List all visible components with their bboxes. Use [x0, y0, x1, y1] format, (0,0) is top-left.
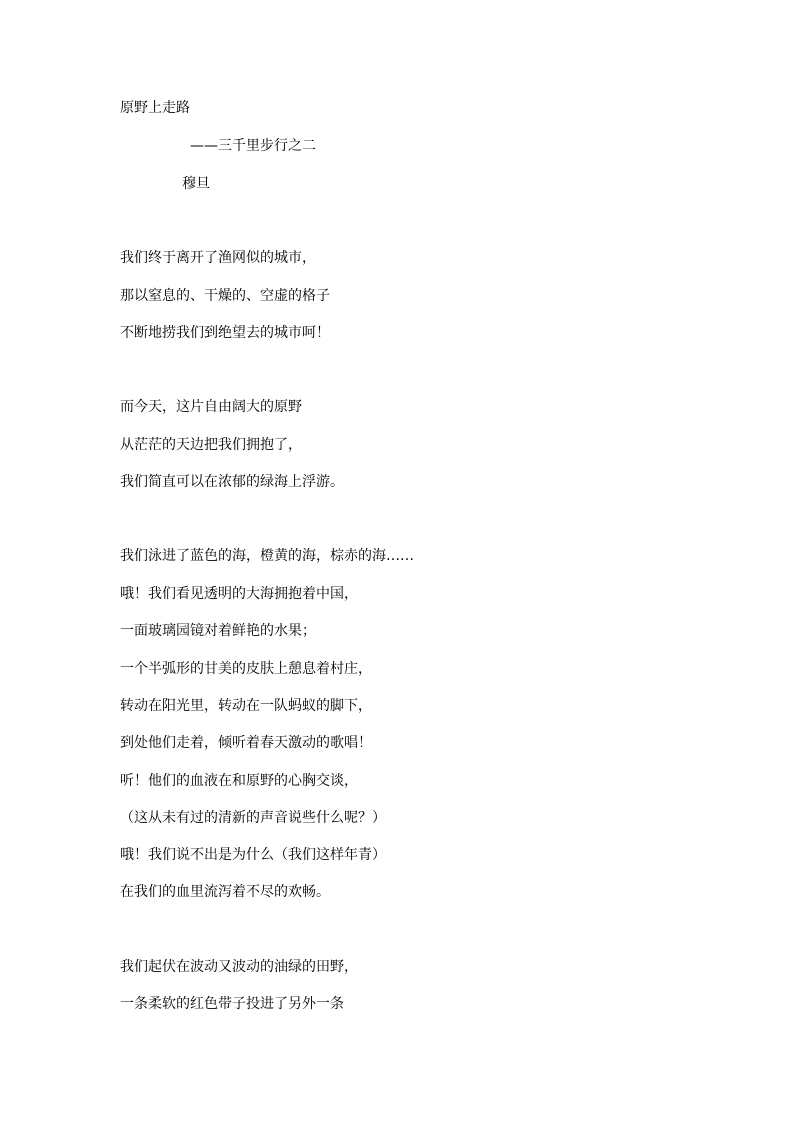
- poem-author: 穆旦: [182, 176, 210, 192]
- poem-line: 从茫茫的天边把我们拥抱了，: [120, 437, 302, 453]
- poem-line: 一面玻璃园镜对着鲜艳的水果；: [120, 623, 316, 639]
- poem-line: （这从未有过的清新的声音说些什么呢？）: [120, 810, 386, 826]
- poem-line: 听！他们的血液在和原野的心胸交谈，: [120, 773, 358, 789]
- poem-line: 我们终于离开了渔网似的城市，: [120, 250, 316, 266]
- poem-line: 不断地捞我们到绝望去的城市呵！: [120, 325, 330, 341]
- poem-line: 而今天，这片自由阔大的原野: [120, 399, 302, 415]
- poem-line: 一条柔软的红色带子投进了另外一条: [120, 996, 344, 1012]
- poem-line: 哦！我们看见透明的大海拥抱着中国，: [120, 586, 358, 602]
- poem-line: 哦！我们说不出是为什么（我们这样年青）: [120, 847, 386, 863]
- poem-line: 到处他们走着，倾听着春天激动的歌唱！: [120, 735, 372, 751]
- poem-title: 原野上走路: [120, 100, 190, 116]
- poem-line: 我们起伏在波动又波动的油绿的田野，: [120, 959, 358, 975]
- poem-line: 那以窒息的、干燥的、空虚的格子: [120, 288, 330, 304]
- poem-subtitle: ——三千里步行之二: [190, 138, 316, 154]
- poem-line: 转动在阳光里，转动在一队蚂蚁的脚下，: [120, 698, 372, 714]
- poem-line: 一个半弧形的甘美的皮肤上憩息着村庄，: [120, 661, 372, 677]
- poem-line: 我们简直可以在浓郁的绿海上浮游。: [120, 474, 344, 490]
- poem-line: 在我们的血里流泻着不尽的欢畅。: [120, 884, 330, 900]
- poem-line: 我们泳进了蓝色的海，橙黄的海，棕赤的海……: [120, 548, 414, 564]
